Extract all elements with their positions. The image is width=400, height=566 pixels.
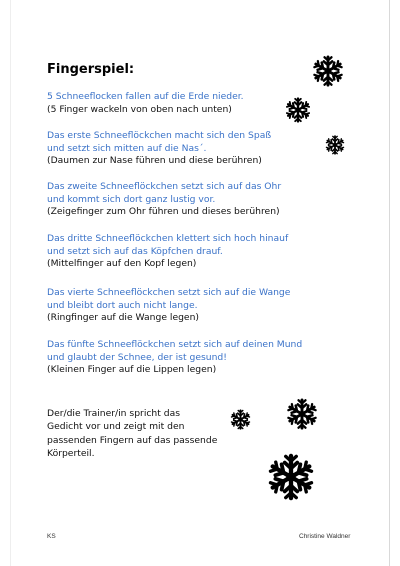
trainer-note-line: Körperteil. <box>47 447 95 459</box>
verse-line: und kommt sich dort ganz lustig vor. <box>47 193 216 205</box>
stanza-6 <box>47 339 302 377</box>
page-title: Fingerspiel: <box>47 62 135 77</box>
instruction-line: (Zeigefinger zum Ohr führen und dieses berühren) <box>47 206 280 218</box>
verse-line: Das vierte Schneeflöckchen setzt sich auf die Wange <box>47 287 291 298</box>
trainer-note <box>47 407 217 460</box>
verse-line: Das fünfte Schneeflöckchen setzt sich auf deinen Mund <box>47 339 303 350</box>
footer-right: Christine Waldner <box>299 533 351 540</box>
instruction-line: (5 Finger wackeln von oben nach unten) <box>47 103 232 115</box>
stanza-3 <box>47 181 281 219</box>
snowflake-icon <box>285 97 311 123</box>
verse-line: Das dritte Schneeflöckchen klettert sich hoch hinauf <box>47 233 289 244</box>
verse-line: und setzt sich mitten auf die Nas´. <box>47 142 207 154</box>
verse-line: und bleibt dort auch nicht lange. <box>47 299 198 311</box>
snowflake-icon <box>325 135 345 155</box>
stanza-1 <box>47 91 244 116</box>
snowflake-icon <box>267 453 315 501</box>
page-edge-right <box>389 0 390 566</box>
snowflake-icon <box>230 409 251 430</box>
verse-line: Das zweite Schneeflöckchen setzt sich auf das Ohr <box>47 181 282 192</box>
footer-left: KS <box>47 533 56 540</box>
instruction-line: (Daumen zur Nase führen und diese berühren) <box>47 155 262 167</box>
verse-line: und setzt sich auf das Köpfchen drauf. <box>47 245 223 257</box>
snowflake-icon <box>286 398 318 430</box>
trainer-note-line: passenden Fingern auf das passende <box>47 434 218 446</box>
verse-line: Das erste Schneeflöckchen macht sich den Spaß <box>47 130 272 141</box>
stanza-5 <box>47 287 290 325</box>
page-edge-left <box>10 0 11 566</box>
verse-line: 5 Schneeflocken fallen auf die Erde nieder. <box>47 91 244 102</box>
instruction-line: (Ringfinger auf die Wange legen) <box>47 312 199 324</box>
instruction-line: (Kleinen Finger auf die Lippen legen) <box>47 364 217 376</box>
snowflake-icon <box>312 55 344 87</box>
stanza-2 <box>47 130 271 168</box>
trainer-note-line: Der/die Trainer/in spricht das <box>47 408 181 419</box>
trainer-note-line: Gedicht vor und zeigt mit den <box>47 421 185 433</box>
verse-line: und glaubt der Schnee, der ist gesund! <box>47 351 227 363</box>
instruction-line: (Mittelfinger auf den Kopf legen) <box>47 258 197 270</box>
stanza-4 <box>47 233 288 271</box>
